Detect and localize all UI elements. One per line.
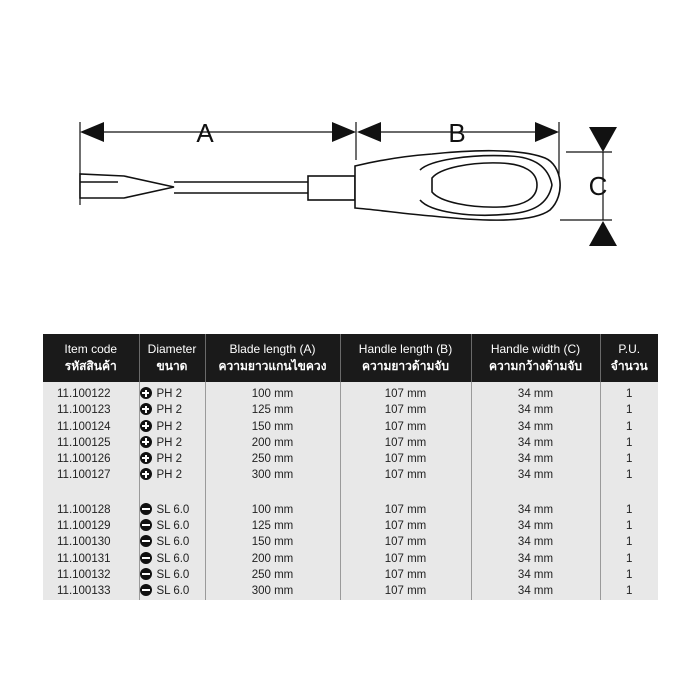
pu-cell: 1 bbox=[626, 453, 633, 466]
blade-length-cell: 300 mm bbox=[205, 583, 340, 599]
item-code-cell: 11.100126 bbox=[43, 451, 139, 467]
column-header bbox=[600, 334, 658, 382]
column-header-thai-label: ขนาด bbox=[156, 359, 188, 373]
handle-length-cell: 107 mm bbox=[340, 583, 471, 599]
item-code-cell: 11.100123 bbox=[43, 402, 139, 418]
item-code-cell: 11.100131 bbox=[43, 551, 139, 567]
handle-length-cell: 107 mm bbox=[340, 551, 471, 567]
table-row bbox=[43, 583, 658, 599]
handle-length-cell: 107 mm bbox=[340, 534, 471, 550]
diameter-label: SL 6.0 bbox=[156, 503, 190, 516]
slotted-icon bbox=[140, 519, 152, 531]
table-header-row bbox=[43, 334, 658, 382]
handle-width-cell: 34 mm bbox=[471, 518, 600, 534]
spec-table bbox=[43, 334, 658, 600]
pu-cell: 1 bbox=[626, 552, 633, 565]
slotted-icon bbox=[140, 552, 152, 564]
blade-length-cell: 250 mm bbox=[205, 451, 340, 467]
item-code-cell: 11.100129 bbox=[43, 518, 139, 534]
column-header-thai-label: ความยาวแกนไขควง bbox=[218, 359, 327, 373]
phillips-icon bbox=[140, 436, 152, 448]
diameter-cell bbox=[139, 551, 205, 567]
table-row bbox=[43, 451, 658, 467]
handle-width-cell: 34 mm bbox=[471, 498, 600, 518]
item-code-cell: 11.100132 bbox=[43, 567, 139, 583]
handle-width-cell: 34 mm bbox=[471, 419, 600, 435]
diameter-cell bbox=[139, 583, 205, 599]
pu-cell: 1 bbox=[626, 520, 633, 533]
handle-length-cell: 107 mm bbox=[340, 567, 471, 583]
handle-length-cell: 107 mm bbox=[340, 451, 471, 467]
item-code-cell: 11.100130 bbox=[43, 534, 139, 550]
blade-length-cell: 125 mm bbox=[205, 518, 340, 534]
phillips-icon bbox=[140, 403, 152, 415]
separator-cell bbox=[471, 484, 600, 498]
handle-length-cell: 107 mm bbox=[340, 435, 471, 451]
phillips-icon bbox=[140, 420, 152, 432]
dimension-c bbox=[560, 127, 617, 246]
table-row bbox=[43, 435, 658, 451]
table-row bbox=[43, 419, 658, 435]
blade-length-cell: 200 mm bbox=[205, 551, 340, 567]
column-header-label: P.U. bbox=[618, 342, 641, 356]
handle-length-cell: 107 mm bbox=[340, 419, 471, 435]
blade-length-cell: 125 mm bbox=[205, 402, 340, 418]
item-code-cell: 11.100122 bbox=[43, 382, 139, 402]
handle-width-cell: 34 mm bbox=[471, 435, 600, 451]
diameter-cell bbox=[139, 402, 205, 418]
slotted-icon bbox=[140, 503, 152, 515]
phillips-icon bbox=[140, 452, 152, 464]
slotted-icon bbox=[140, 535, 152, 547]
separator-cell bbox=[600, 484, 658, 498]
handle-width-cell: 34 mm bbox=[471, 551, 600, 567]
blade-length-cell: 100 mm bbox=[205, 382, 340, 402]
diameter-cell bbox=[139, 534, 205, 550]
handle-length-cell: 107 mm bbox=[340, 498, 471, 518]
column-header bbox=[43, 334, 139, 382]
group-separator bbox=[43, 484, 658, 498]
separator-cell bbox=[139, 484, 205, 498]
pu-cell: 1 bbox=[626, 404, 633, 417]
column-header-label: Diameter bbox=[147, 342, 197, 356]
table-row bbox=[43, 551, 658, 567]
item-code-cell: 11.100127 bbox=[43, 467, 139, 483]
diameter-label: PH 2 bbox=[156, 453, 183, 466]
column-header-label: Blade length (A) bbox=[229, 342, 316, 356]
phillips-icon bbox=[140, 387, 152, 399]
column-header-thai-label: จำนวน bbox=[610, 359, 648, 373]
diameter-label: SL 6.0 bbox=[156, 536, 190, 549]
pu-cell: 1 bbox=[626, 568, 633, 581]
handle-width-cell: 34 mm bbox=[471, 534, 600, 550]
table-body bbox=[43, 382, 658, 600]
diameter-label: PH 2 bbox=[156, 469, 183, 482]
diameter-label: PH 2 bbox=[156, 420, 183, 433]
diameter-label: PH 2 bbox=[156, 436, 183, 449]
phillips-icon bbox=[140, 468, 152, 480]
table-row bbox=[43, 467, 658, 483]
diameter-cell bbox=[139, 419, 205, 435]
diameter-cell bbox=[139, 518, 205, 534]
dimension-c-label: C bbox=[588, 171, 608, 201]
column-header-label: Item code bbox=[64, 342, 118, 356]
handle-width-cell: 34 mm bbox=[471, 402, 600, 418]
blade-length-cell: 150 mm bbox=[205, 419, 340, 435]
item-code-cell: 11.100133 bbox=[43, 583, 139, 599]
table-row bbox=[43, 498, 658, 518]
blade-length-cell: 200 mm bbox=[205, 435, 340, 451]
column-header bbox=[139, 334, 205, 382]
diameter-cell bbox=[139, 451, 205, 467]
handle-width-cell: 34 mm bbox=[471, 567, 600, 583]
item-code-cell: 11.100128 bbox=[43, 498, 139, 518]
column-header-label: Handle length (B) bbox=[358, 342, 453, 356]
pu-cell: 1 bbox=[626, 536, 633, 549]
pu-cell: 1 bbox=[626, 469, 633, 482]
blade-length-cell: 150 mm bbox=[205, 534, 340, 550]
item-code-cell: 11.100125 bbox=[43, 435, 139, 451]
diameter-cell bbox=[139, 435, 205, 451]
dimension-b-label: B bbox=[448, 118, 466, 148]
separator-cell bbox=[340, 484, 471, 498]
table-row bbox=[43, 567, 658, 583]
diameter-label: SL 6.0 bbox=[156, 568, 190, 581]
screwdriver-drawing bbox=[80, 151, 560, 220]
diameter-label: PH 2 bbox=[156, 404, 183, 417]
blade-length-cell: 100 mm bbox=[205, 498, 340, 518]
slotted-icon bbox=[140, 584, 152, 596]
column-header-thai-label: ความกว้างด้ามจับ bbox=[488, 359, 583, 373]
handle-width-cell: 34 mm bbox=[471, 451, 600, 467]
table-row bbox=[43, 534, 658, 550]
handle-length-cell: 107 mm bbox=[340, 518, 471, 534]
pu-cell: 1 bbox=[626, 585, 633, 598]
column-header-thai-label: รหัสสินค้า bbox=[64, 359, 117, 373]
screwdriver-diagram bbox=[0, 0, 700, 300]
table-row bbox=[43, 382, 658, 402]
handle-width-cell: 34 mm bbox=[471, 382, 600, 402]
diameter-label: SL 6.0 bbox=[156, 520, 190, 533]
item-code-cell: 11.100124 bbox=[43, 419, 139, 435]
dimension-a-label: A bbox=[196, 118, 214, 148]
column-header bbox=[471, 334, 600, 382]
handle-width-cell: 34 mm bbox=[471, 583, 600, 599]
table-row bbox=[43, 518, 658, 534]
handle-width-cell: 34 mm bbox=[471, 467, 600, 483]
separator-cell bbox=[43, 484, 139, 498]
pu-cell: 1 bbox=[626, 503, 633, 516]
separator-cell bbox=[205, 484, 340, 498]
handle-length-cell: 107 mm bbox=[340, 467, 471, 483]
blade-length-cell: 300 mm bbox=[205, 467, 340, 483]
handle-length-cell: 107 mm bbox=[340, 402, 471, 418]
table-row bbox=[43, 402, 658, 418]
column-header bbox=[340, 334, 471, 382]
column-header-label: Handle width (C) bbox=[490, 342, 581, 356]
blade-length-cell: 250 mm bbox=[205, 567, 340, 583]
diameter-cell bbox=[139, 498, 205, 518]
slotted-icon bbox=[140, 568, 152, 580]
column-header bbox=[205, 334, 340, 382]
diameter-label: SL 6.0 bbox=[156, 552, 190, 565]
diameter-cell bbox=[139, 382, 205, 402]
diameter-label: PH 2 bbox=[156, 388, 183, 400]
diameter-label: SL 6.0 bbox=[156, 585, 190, 598]
handle-length-cell: 107 mm bbox=[340, 382, 471, 402]
diameter-cell bbox=[139, 567, 205, 583]
column-header-thai-label: ความยาวด้ามจับ bbox=[361, 359, 449, 373]
pu-cell: 1 bbox=[626, 388, 633, 400]
diameter-cell bbox=[139, 467, 205, 483]
pu-cell: 1 bbox=[626, 436, 633, 449]
pu-cell: 1 bbox=[626, 420, 633, 433]
